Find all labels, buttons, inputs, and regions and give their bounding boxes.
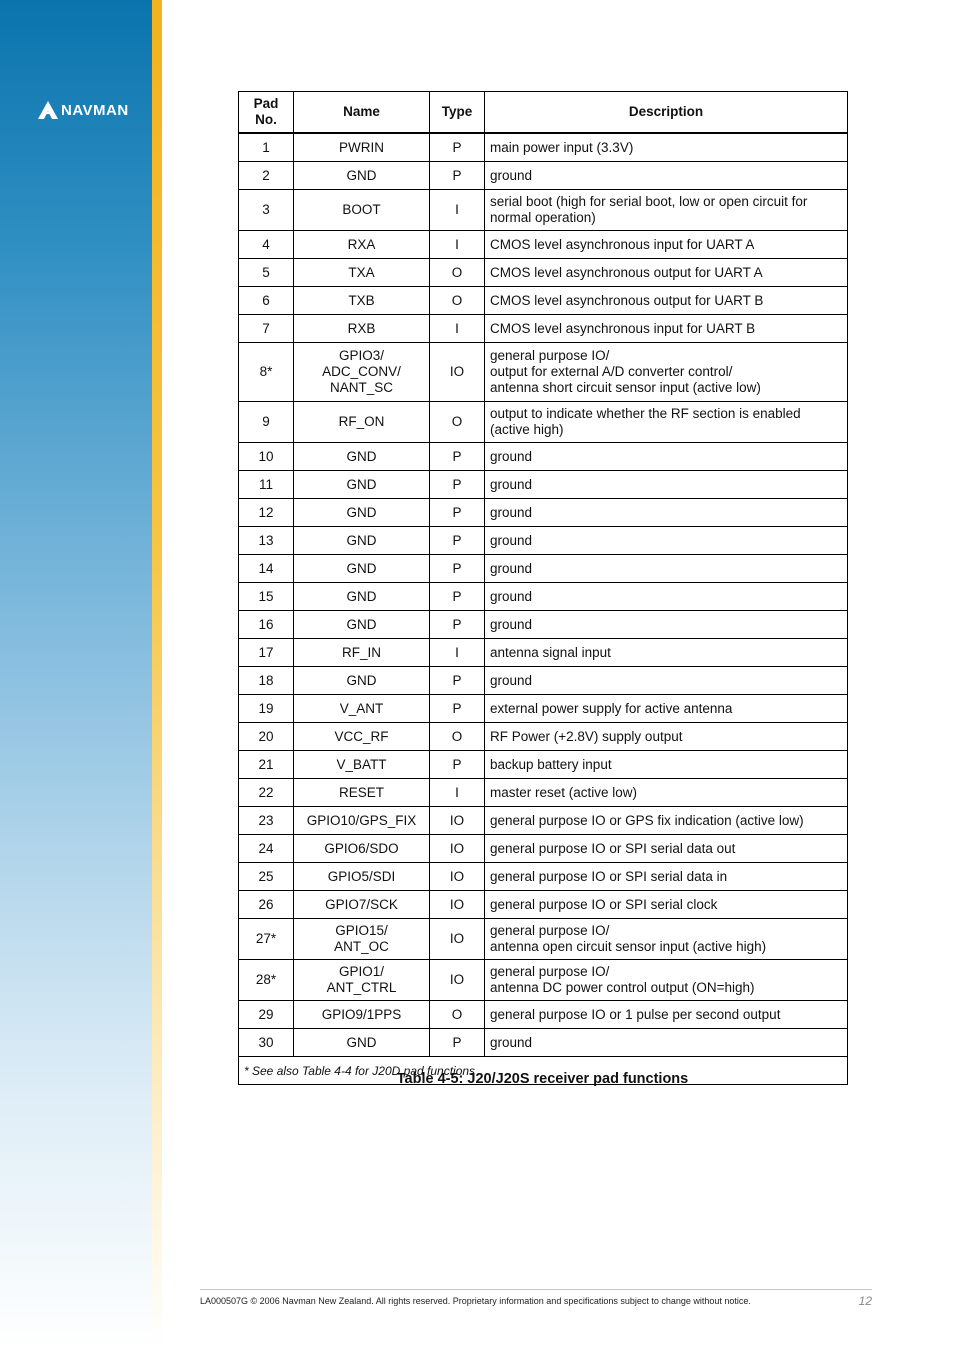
cell-type: IO [430,835,485,863]
cell-pad-no: 22 [239,779,294,807]
cell-description: master reset (active low) [485,779,848,807]
cell-type: P [430,667,485,695]
cell-type: I [430,315,485,343]
cell-name: GPIO1/ ANT_CTRL [294,960,430,1001]
table-row [239,667,848,695]
table-header-row [239,92,848,134]
table-row [239,471,848,499]
cell-description: ground [485,527,848,555]
header-pad-no: Pad No. [239,92,294,134]
cell-type: O [430,723,485,751]
cell-name: VCC_RF [294,723,430,751]
footer-divider [200,1289,872,1290]
cell-name: GND [294,471,430,499]
table-note: * See also Table 4-4 for J20D pad functions [239,1057,848,1085]
cell-description: ground [485,667,848,695]
cell-description: general purpose IO or SPI serial clock [485,891,848,919]
table-row [239,835,848,863]
table-row [239,231,848,259]
table-row [239,1029,848,1057]
cell-pad-no: 3 [239,190,294,231]
cell-pad-no: 5 [239,259,294,287]
table-row [239,133,848,162]
cell-pad-no: 14 [239,555,294,583]
table-row [239,499,848,527]
sidebar-accent-stripe [152,0,162,1350]
cell-description: general purpose IO or SPI serial data out [485,835,848,863]
cell-description: backup battery input [485,751,848,779]
header-description: Description [485,92,848,134]
table-row [239,695,848,723]
cell-name: GND [294,443,430,471]
cell-pad-no: 8* [239,343,294,402]
cell-type: P [430,527,485,555]
cell-pad-no: 1 [239,133,294,162]
cell-pad-no: 21 [239,751,294,779]
cell-name: GPIO6/SDO [294,835,430,863]
cell-name: RF_IN [294,639,430,667]
cell-type: IO [430,919,485,960]
page-number: 12 [858,1294,872,1308]
cell-type: IO [430,863,485,891]
cell-description: CMOS level asynchronous input for UART A [485,231,848,259]
table-row [239,259,848,287]
cell-description: ground [485,611,848,639]
cell-name: GND [294,1029,430,1057]
cell-description: general purpose IO/ antenna DC power control output (ON=high) [485,960,848,1001]
table-row [239,723,848,751]
table-row [239,162,848,190]
table-row [239,583,848,611]
cell-type: P [430,133,485,162]
cell-type: P [430,499,485,527]
table-caption: Table 4-5: J20/J20S receiver pad functions [396,1071,689,1087]
cell-name: RXA [294,231,430,259]
cell-pad-no: 13 [239,527,294,555]
cell-description: CMOS level asynchronous output for UART A [485,259,848,287]
cell-pad-no: 4 [239,231,294,259]
cell-pad-no: 12 [239,499,294,527]
cell-type: P [430,611,485,639]
cell-type: P [430,751,485,779]
navman-logo [38,101,129,119]
cell-type: IO [430,343,485,402]
cell-pad-no: 11 [239,471,294,499]
cell-description: external power supply for active antenna [485,695,848,723]
cell-pad-no: 28* [239,960,294,1001]
cell-name: GND [294,162,430,190]
cell-type: O [430,259,485,287]
cell-name: GND [294,611,430,639]
cell-name: GPIO15/ ANT_OC [294,919,430,960]
cell-description: main power input (3.3V) [485,133,848,162]
header-name: Name [294,92,430,134]
cell-description: CMOS level asynchronous output for UART B [485,287,848,315]
cell-name: GND [294,555,430,583]
cell-description: ground [485,583,848,611]
cell-type: I [430,190,485,231]
cell-pad-no: 10 [239,443,294,471]
table-row [239,343,848,402]
cell-type: P [430,471,485,499]
cell-description: RF Power (+2.8V) supply output [485,723,848,751]
footer-copyright: LA000507G © 2006 Navman New Zealand. All rights reserved. Proprietary information and specifications subject to change without notice. [200,1296,751,1306]
cell-type: P [430,443,485,471]
cell-pad-no: 7 [239,315,294,343]
cell-name: GPIO5/SDI [294,863,430,891]
cell-name: TXA [294,259,430,287]
cell-pad-no: 29 [239,1001,294,1029]
table-row [239,863,848,891]
pad-functions-table [238,91,848,1085]
cell-pad-no: 26 [239,891,294,919]
table-row [239,611,848,639]
cell-type: IO [430,807,485,835]
cell-type: I [430,779,485,807]
table-row [239,527,848,555]
cell-pad-no: 18 [239,667,294,695]
table-row [239,891,848,919]
cell-type: I [430,231,485,259]
cell-pad-no: 2 [239,162,294,190]
cell-pad-no: 9 [239,402,294,443]
cell-type: P [430,555,485,583]
cell-name: GND [294,527,430,555]
cell-name: GND [294,667,430,695]
table-row [239,287,848,315]
table-row [239,443,848,471]
cell-description: general purpose IO/ antenna open circuit sensor input (active high) [485,919,848,960]
table-row [239,402,848,443]
cell-pad-no: 15 [239,583,294,611]
table-row [239,1001,848,1029]
cell-pad-no: 23 [239,807,294,835]
cell-description: general purpose IO or SPI serial data in [485,863,848,891]
cell-description: general purpose IO or 1 pulse per second output [485,1001,848,1029]
cell-name: GND [294,583,430,611]
cell-name: RXB [294,315,430,343]
cell-pad-no: 30 [239,1029,294,1057]
cell-type: O [430,287,485,315]
cell-name: GPIO3/ ADC_CONV/ NANT_SC [294,343,430,402]
cell-pad-no: 17 [239,639,294,667]
cell-type: I [430,639,485,667]
cell-pad-no: 27* [239,919,294,960]
cell-description: ground [485,499,848,527]
cell-name: V_ANT [294,695,430,723]
cell-type: O [430,402,485,443]
cell-name: BOOT [294,190,430,231]
table-row [239,919,848,960]
cell-description: ground [485,162,848,190]
cell-pad-no: 20 [239,723,294,751]
cell-name: GPIO10/GPS_FIX [294,807,430,835]
table-row [239,807,848,835]
table-row [239,190,848,231]
cell-pad-no: 24 [239,835,294,863]
cell-type: P [430,695,485,723]
table-row [239,555,848,583]
table-row [239,751,848,779]
cell-type: P [430,162,485,190]
cell-name: RESET [294,779,430,807]
cell-description: output to indicate whether the RF section is enabled (active high) [485,402,848,443]
cell-description: serial boot (high for serial boot, low or open circuit for normal operation) [485,190,848,231]
cell-pad-no: 25 [239,863,294,891]
cell-description: ground [485,471,848,499]
cell-type: P [430,583,485,611]
cell-type: IO [430,960,485,1001]
cell-description: ground [485,555,848,583]
cell-description: general purpose IO or GPS fix indication (active low) [485,807,848,835]
cell-name: RF_ON [294,402,430,443]
table-row [239,639,848,667]
cell-type: IO [430,891,485,919]
cell-name: GPIO7/SCK [294,891,430,919]
table-row [239,315,848,343]
table-body [239,133,848,1057]
navman-arrow-icon [38,101,58,119]
sidebar-band [0,0,152,1350]
cell-description: general purpose IO/ output for external A/D converter control/ antenna short circuit sensor input (active low) [485,343,848,402]
cell-description: CMOS level asynchronous input for UART B [485,315,848,343]
cell-name: PWRIN [294,133,430,162]
cell-pad-no: 6 [239,287,294,315]
cell-name: TXB [294,287,430,315]
cell-name: GPIO9/1PPS [294,1001,430,1029]
cell-name: GND [294,499,430,527]
cell-name: V_BATT [294,751,430,779]
logo-text: NAVMAN [61,101,129,119]
table-row [239,779,848,807]
table-row [239,960,848,1001]
cell-pad-no: 16 [239,611,294,639]
cell-pad-no: 19 [239,695,294,723]
cell-description: ground [485,443,848,471]
cell-description: ground [485,1029,848,1057]
header-type: Type [430,92,485,134]
cell-type: P [430,1029,485,1057]
cell-type: O [430,1001,485,1029]
cell-description: antenna signal input [485,639,848,667]
